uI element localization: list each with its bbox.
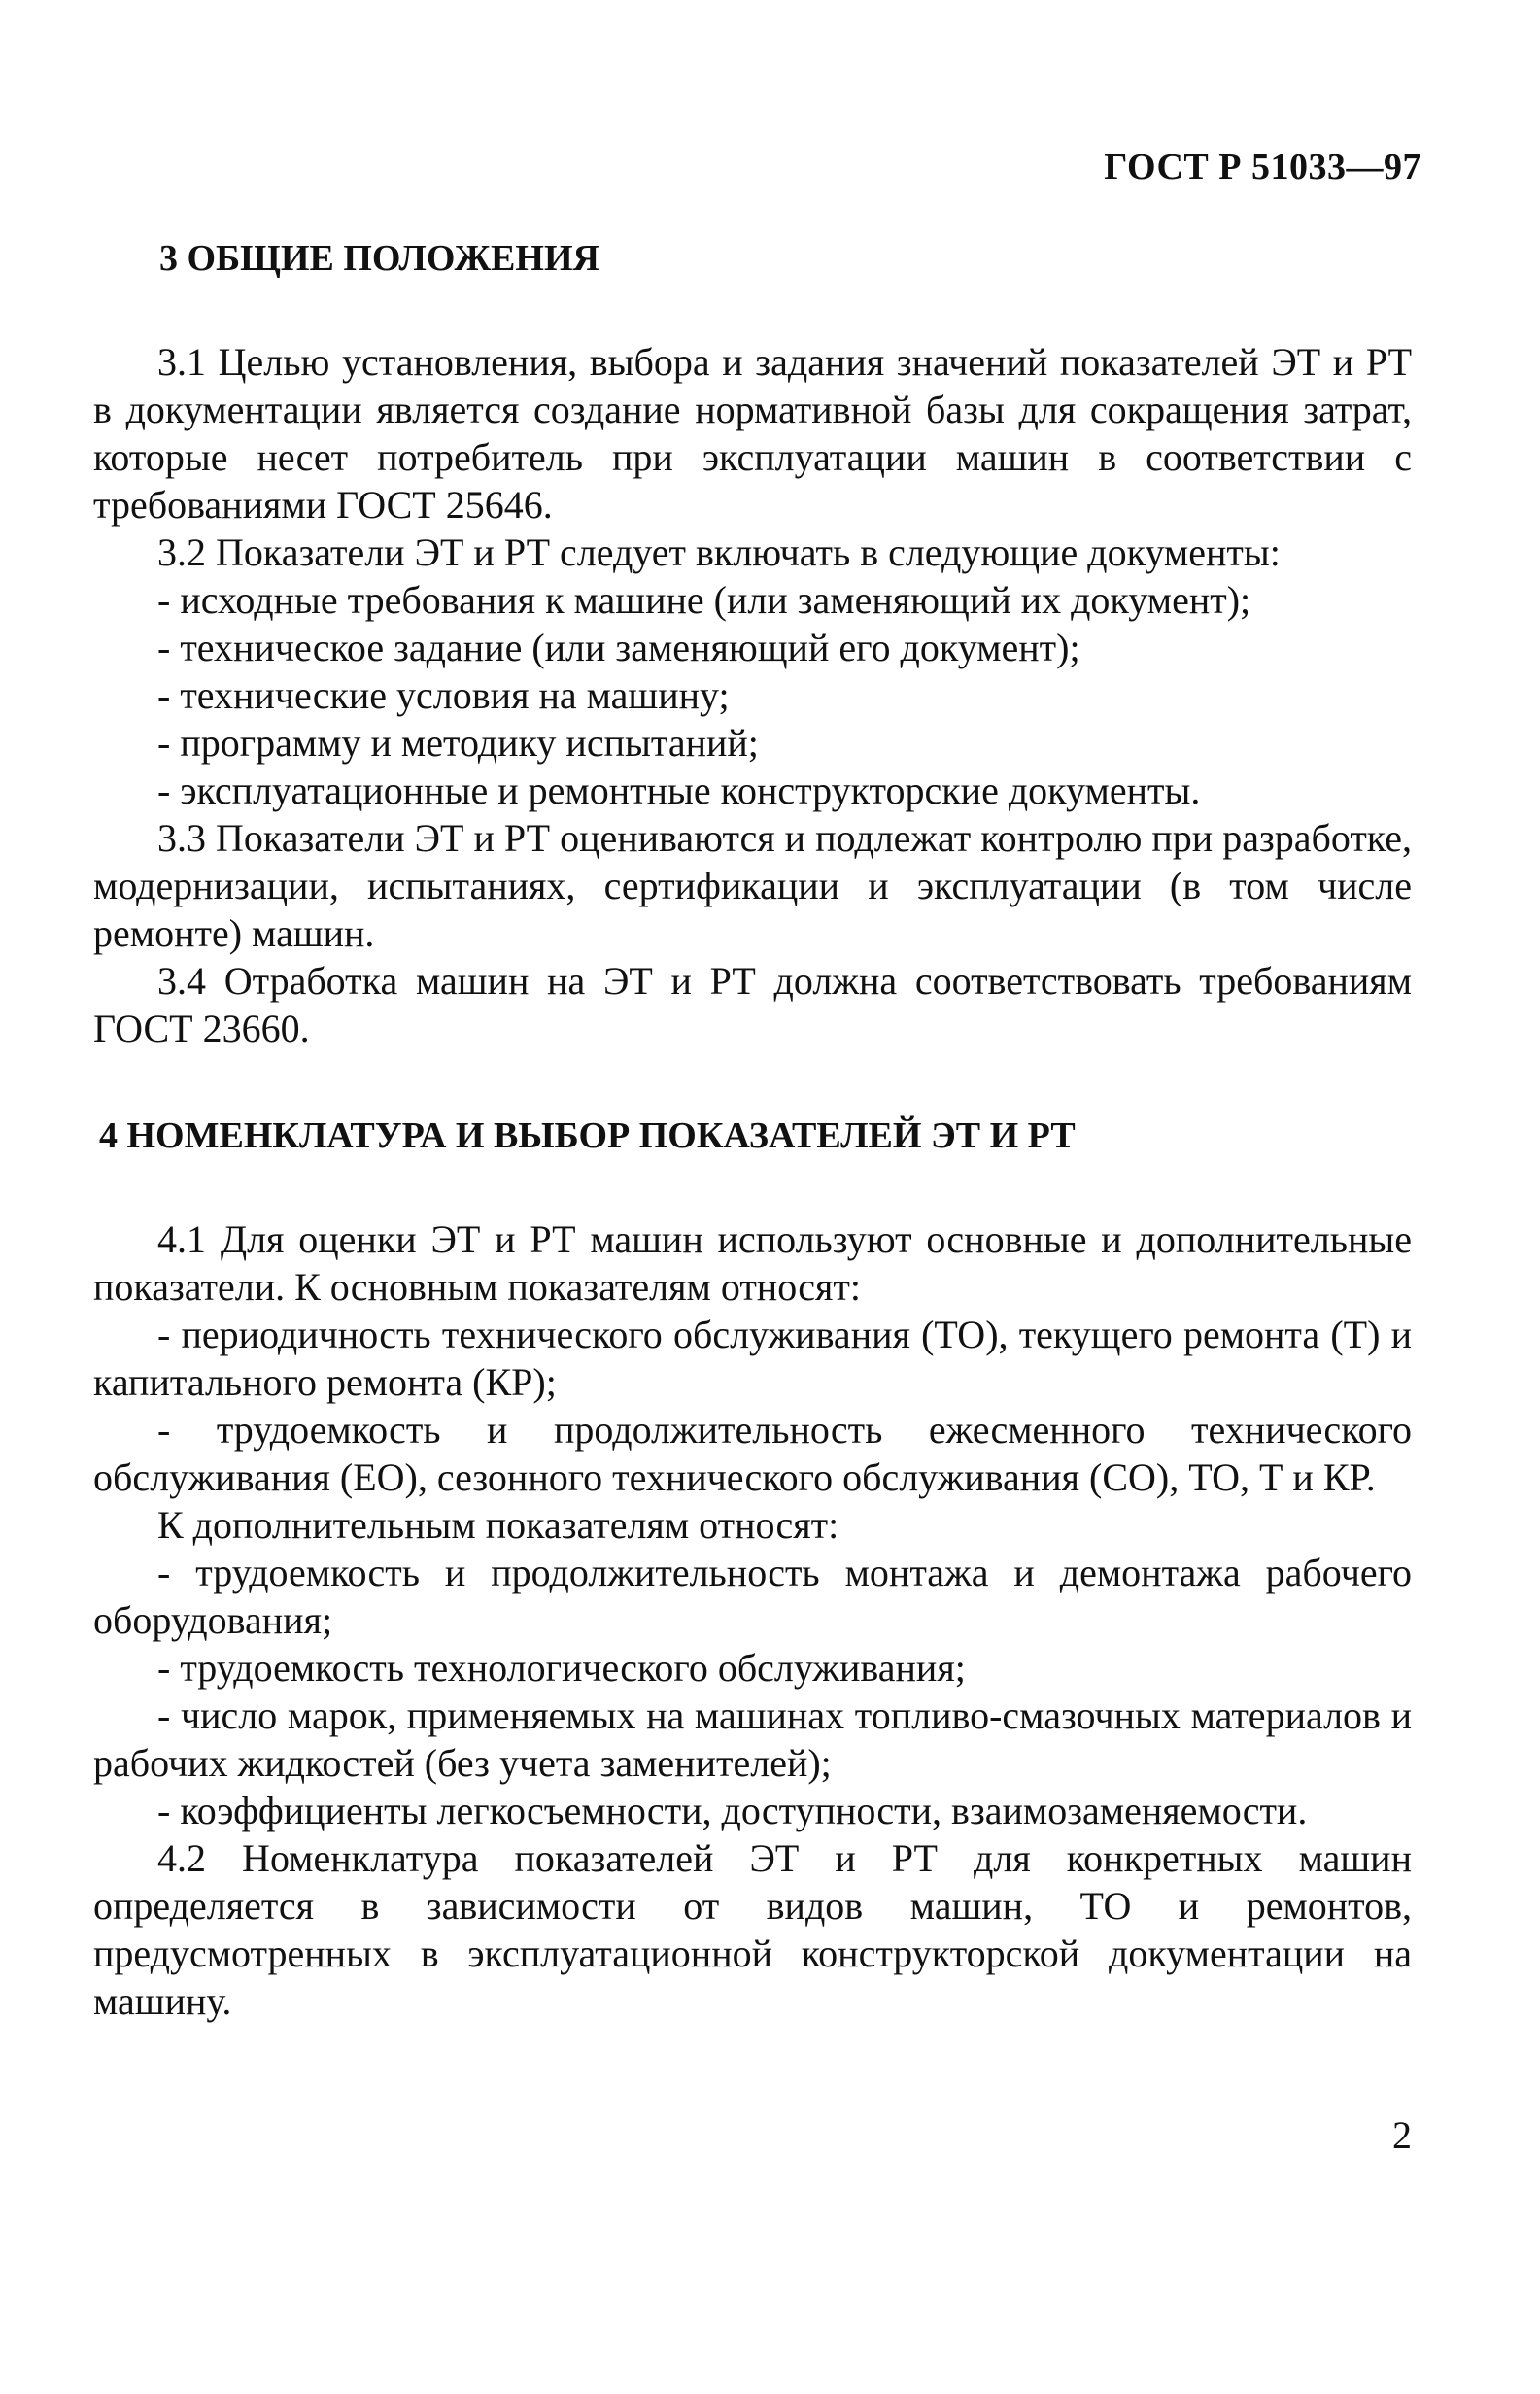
document-body xyxy=(93,235,1412,2025)
list-item: - число марок, применяемых на машинах топливо-смазочных материалов и рабочих жидкостей (без учета заменителей); xyxy=(93,1693,1412,1785)
list-item: - периодичность технического обслуживания (ТО), текущего ремонта (Т) и капитального ремонта (КР); xyxy=(93,1313,1412,1404)
paragraph-4-2: 4.2 Номенклатура показателей ЭТ и РТ для конкретных машин определяется в зависимости от видов машин, ТО и ремонтов, предусмотренных в эксплуатационной конструкторской документации на машину. xyxy=(93,1836,1412,2023)
list-item: - техническое задание (или заменяющий его документ); xyxy=(157,626,1080,669)
list-item: - трудоемкость и продолжительность ежесменного технического обслуживания (ЕО), сезонного технического обслуживания (СО), ТО, Т и КР. xyxy=(93,1408,1412,1499)
paragraph-3-2: 3.2 Показатели ЭТ и РТ следует включать в следующие документы: xyxy=(157,530,1281,574)
section-4-title: 4 НОМЕНКЛАТУРА И ВЫБОР ПОКАЗАТЕЛЕЙ ЭТ И РТ xyxy=(99,1115,1076,1156)
page-number: 2 xyxy=(1392,2113,1412,2157)
list-item: - технические условия на машину; xyxy=(157,673,730,717)
paragraph-3-4: 3.4 Отработка машин на ЭТ и РТ должна соответствовать требованиям ГОСТ 23660. xyxy=(93,959,1412,1050)
list-item: - программу и методику испытаний; xyxy=(157,721,759,765)
paragraph-3-1: 3.1 Целью установления, выбора и задания значений показателей ЭТ и РТ в документации является создание нормативной базы для сокращения затрат, которые несет потребитель при эксплуатации машин в соответствии с требованиями ГОСТ 25646. xyxy=(93,340,1412,527)
paragraph-additional-intro: К дополнительным показателям относят: xyxy=(157,1503,839,1547)
section-3-title: 3 ОБЩИЕ ПОЛОЖЕНИЯ xyxy=(159,238,599,279)
paragraph-4-1: 4.1 Для оценки ЭТ и РТ машин используют основные и дополнительные показатели. К основным показателям относят: xyxy=(93,1217,1412,1309)
list-item: - коэффициенты легкосъемности, доступности, взаимозаменяемости. xyxy=(157,1789,1308,1832)
list-item: - трудоемкость и продолжительность монтажа и демонтажа рабочего оборудования; xyxy=(93,1551,1412,1642)
list-item: - исходные требования к машине (или заменяющий их документ); xyxy=(157,578,1251,622)
document-code: ГОСТ Р 51033—97 xyxy=(1104,147,1421,188)
list-item: - трудоемкость технологического обслуживания; xyxy=(157,1646,966,1690)
paragraph-3-3: 3.3 Показатели ЭТ и РТ оцениваются и подлежат контролю при разработке, модернизации, испытаниях, сертификации и эксплуатации (в том числе ремонте) машин. xyxy=(93,816,1412,955)
list-item: - эксплуатационные и ремонтные конструкторские документы. xyxy=(157,769,1201,812)
